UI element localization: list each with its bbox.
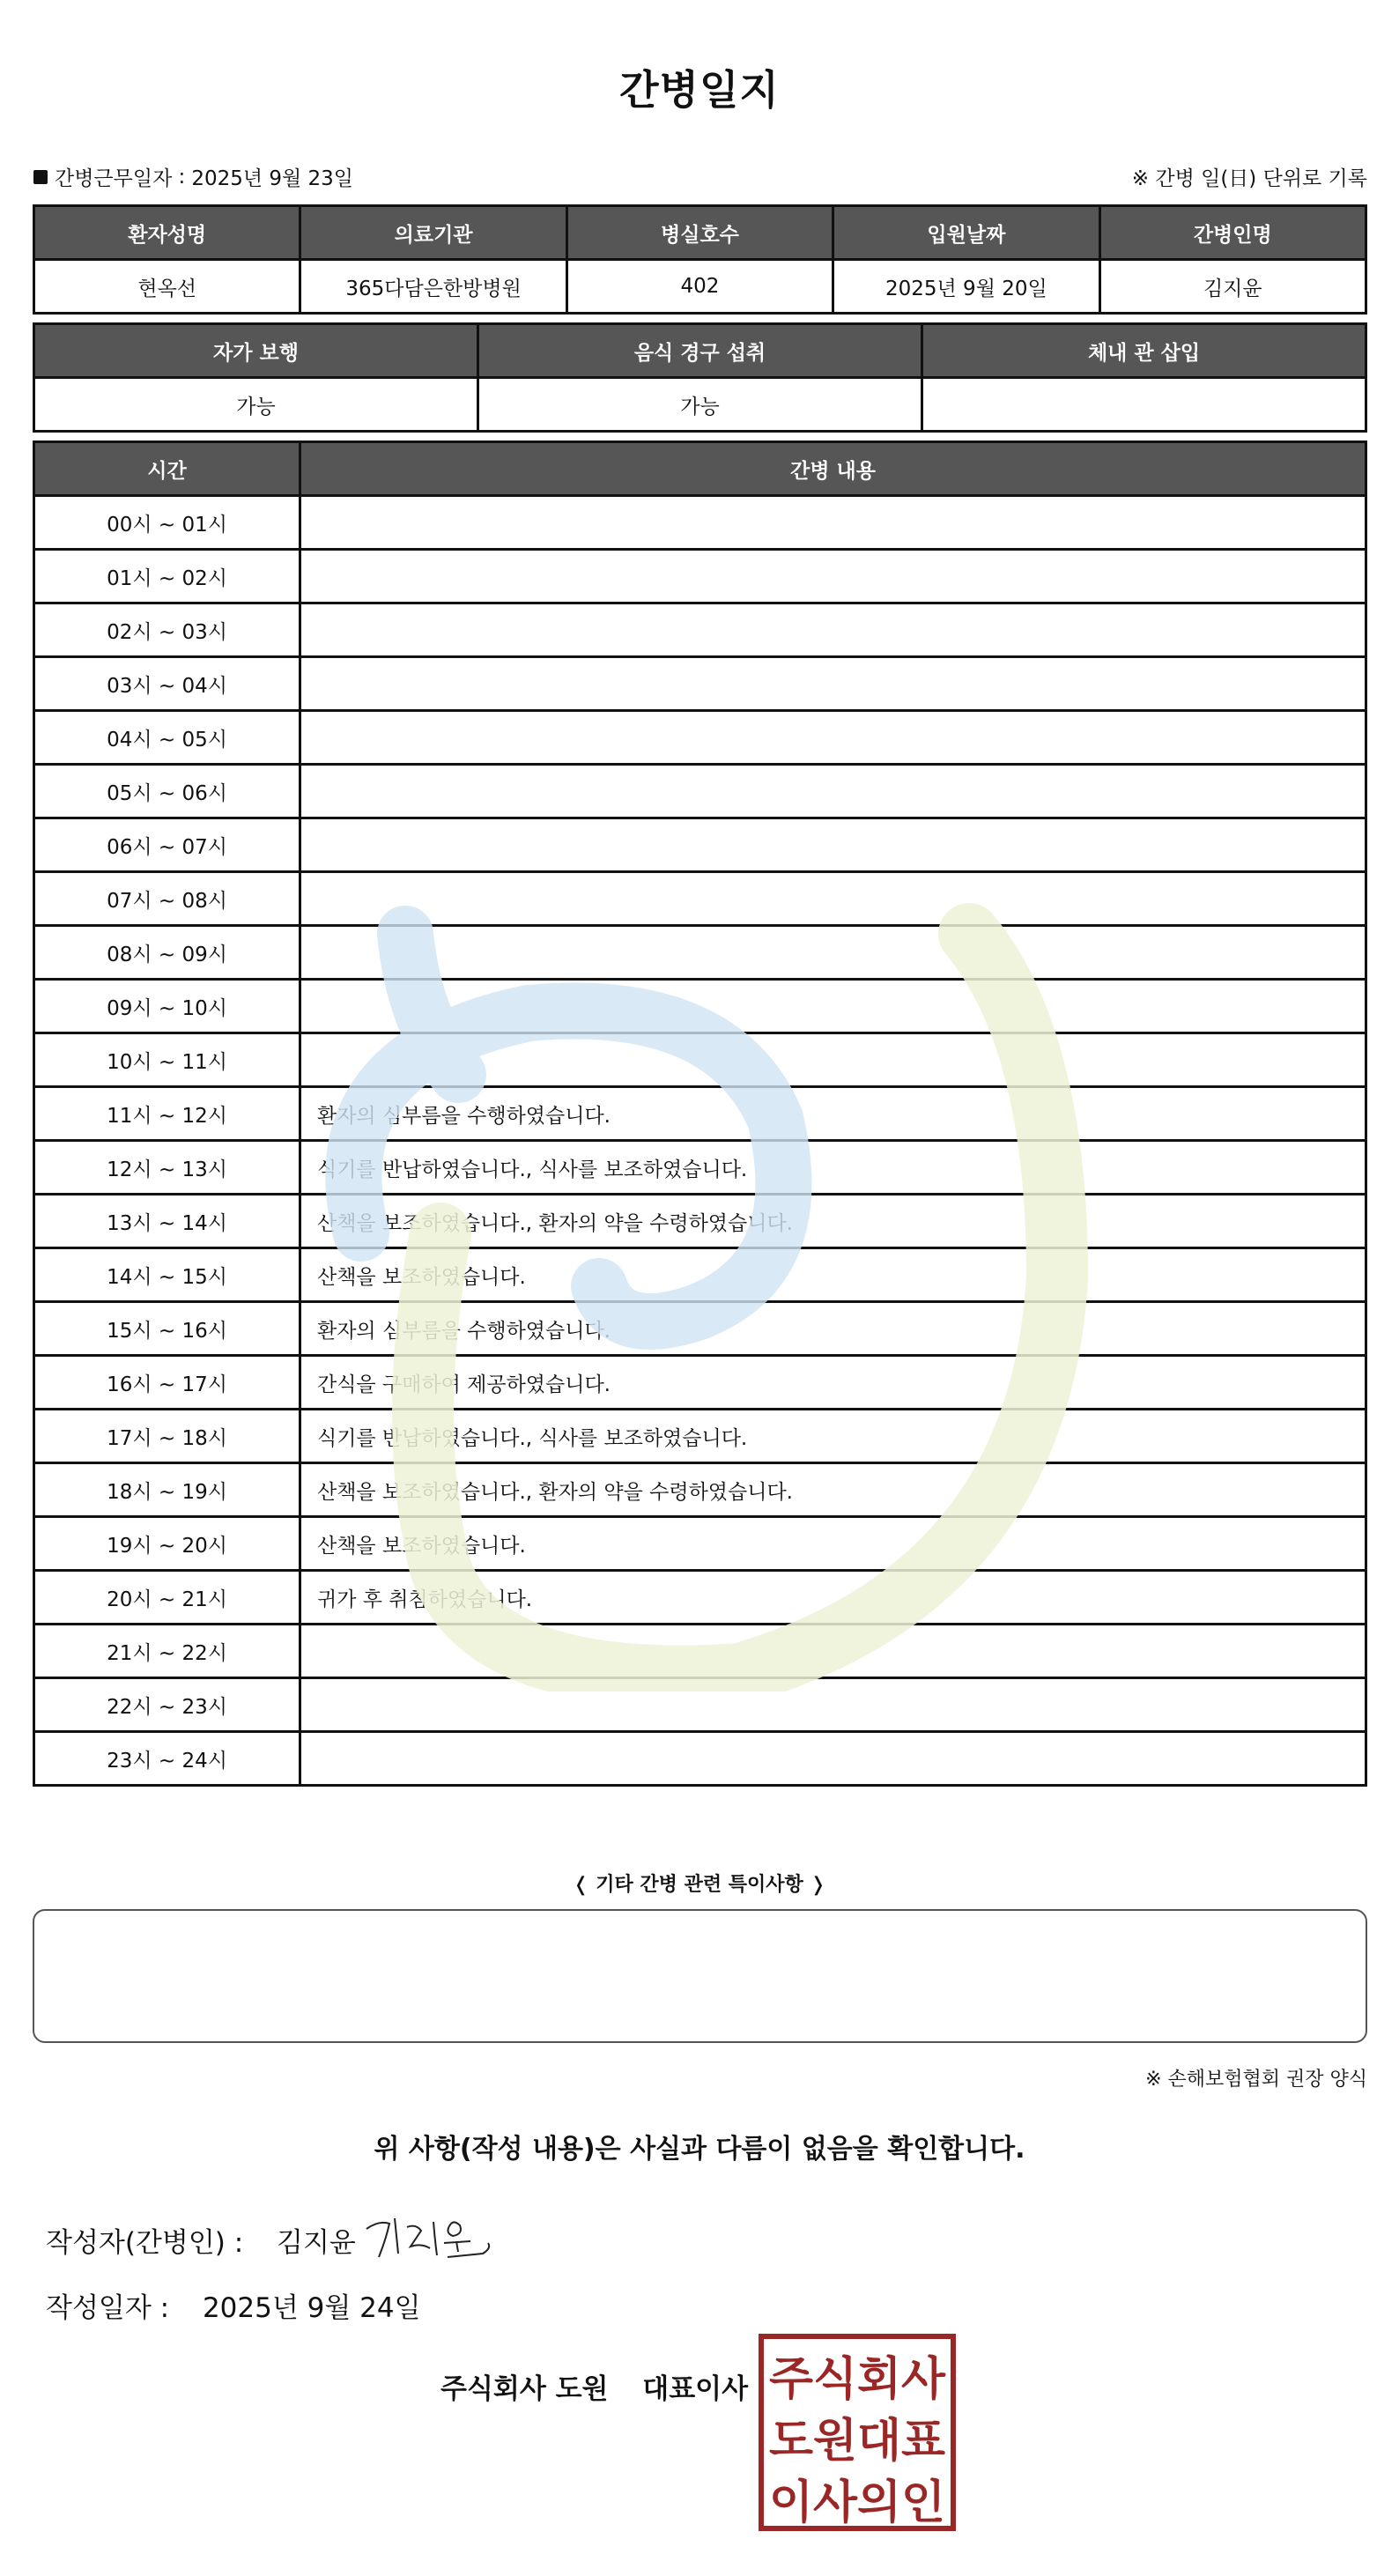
header-caregiver-name: 간병인명	[1099, 206, 1366, 260]
log-row	[34, 1463, 1366, 1517]
self-walking-value: 가능	[34, 378, 478, 432]
log-content	[300, 980, 1366, 1033]
header-room-number: 병실호수	[566, 206, 833, 260]
log-time: 11시 ~ 12시	[34, 1087, 300, 1141]
log-row	[34, 657, 1366, 711]
log-content: 산책을 보조하였습니다., 환자의 약을 수령하였습니다.	[300, 1195, 1366, 1248]
company-representative: 대표이사	[642, 2373, 749, 2405]
company-seal-stamp	[758, 2333, 957, 2532]
log-time: 07시 ~ 08시	[34, 872, 300, 926]
care-log-table	[33, 440, 1367, 1787]
log-time: 19시 ~ 20시	[34, 1517, 300, 1571]
log-content	[300, 657, 1366, 711]
log-row	[34, 765, 1366, 818]
log-content: 귀가 후 취침하였습니다.	[300, 1571, 1366, 1625]
log-header-row	[34, 442, 1366, 496]
log-body	[34, 496, 1366, 1786]
log-row	[34, 711, 1366, 765]
written-date-label: 작성일자 :	[46, 2292, 170, 2324]
log-content: 환자의 심부름을 수행하였습니다.	[300, 1302, 1366, 1356]
caregiver-name: 김지윤	[1099, 260, 1366, 314]
header-admission-date: 입원날짜	[833, 206, 1099, 260]
written-date-value: 2025년 9월 24일	[202, 2292, 421, 2324]
log-time: 00시 ~ 01시	[34, 496, 300, 550]
confirmation-statement: 위 사항(작성 내용)은 사실과 다름이 없음을 확인합니다.	[374, 2134, 1025, 2165]
log-row	[34, 1302, 1366, 1356]
log-time: 12시 ~ 13시	[34, 1141, 300, 1195]
log-time: 17시 ~ 18시	[34, 1410, 300, 1463]
writer-line	[46, 2220, 356, 2260]
log-content: 산책을 보조하였습니다., 환자의 약을 수령하였습니다.	[300, 1463, 1366, 1517]
room-number: 402	[566, 260, 833, 314]
tube-insertion-value	[922, 378, 1366, 432]
seal-line-1: 주식회사	[769, 2353, 946, 2406]
log-time: 04시 ~ 05시	[34, 711, 300, 765]
log-content	[300, 1678, 1366, 1732]
log-row	[34, 1571, 1366, 1625]
log-row	[34, 1195, 1366, 1248]
log-row	[34, 818, 1366, 872]
log-time: 06시 ~ 07시	[34, 818, 300, 872]
log-time: 02시 ~ 03시	[34, 603, 300, 657]
log-time: 05시 ~ 06시	[34, 765, 300, 818]
log-content	[300, 1033, 1366, 1087]
log-row	[34, 1732, 1366, 1786]
log-time: 09시 ~ 10시	[34, 980, 300, 1033]
log-content: 식기를 반납하였습니다., 식사를 보조하였습니다.	[300, 1141, 1366, 1195]
writer-label: 작성자(간병인) :	[46, 2227, 244, 2259]
header-time: 시간	[34, 442, 300, 496]
log-time: 10시 ~ 11시	[34, 1033, 300, 1087]
company-line	[440, 2366, 748, 2406]
log-time: 08시 ~ 09시	[34, 926, 300, 980]
log-content: 환자의 심부름을 수행하였습니다.	[300, 1087, 1366, 1141]
log-content	[300, 1625, 1366, 1678]
ability-value-row	[34, 378, 1366, 432]
admission-date: 2025년 9월 20일	[833, 260, 1099, 314]
writer-name: 김지윤	[277, 2227, 356, 2259]
log-row	[34, 872, 1366, 926]
log-content: 산책을 보조하였습니다.	[300, 1248, 1366, 1302]
log-content: 산책을 보조하였습니다.	[300, 1517, 1366, 1571]
notes-box	[33, 1909, 1367, 2043]
header-hospital: 의료기관	[300, 206, 566, 260]
patient-info-table	[33, 204, 1367, 315]
log-content	[300, 603, 1366, 657]
form-footnote: ※ 손해보험협회 권장 양식	[1145, 2069, 1367, 2091]
log-row	[34, 1410, 1366, 1463]
seal-line-3: 이사의인	[769, 2476, 945, 2529]
log-row	[34, 980, 1366, 1033]
header-tube-insertion: 체내 관 삽입	[922, 324, 1366, 378]
log-time: 21시 ~ 22시	[34, 1625, 300, 1678]
work-date-line	[33, 162, 353, 191]
log-content	[300, 711, 1366, 765]
header-self-walking: 자가 보행	[34, 324, 478, 378]
hospital-name: 365다담은한방병원	[300, 260, 566, 314]
log-time: 23시 ~ 24시	[34, 1732, 300, 1786]
log-time: 22시 ~ 23시	[34, 1678, 300, 1732]
log-time: 18시 ~ 19시	[34, 1463, 300, 1517]
square-bullet-icon	[33, 170, 48, 184]
log-row	[34, 496, 1366, 550]
log-time: 20시 ~ 21시	[34, 1571, 300, 1625]
ability-header-row	[34, 324, 1366, 378]
log-content: 식기를 반납하였습니다., 식사를 보조하였습니다.	[300, 1410, 1366, 1463]
log-row	[34, 1678, 1366, 1732]
log-content	[300, 926, 1366, 980]
work-date-value: 2025년 9월 23일	[191, 167, 354, 190]
notes-title: ❬ 기타 간병 관련 특이사항 ❭	[573, 1874, 826, 1896]
log-content	[300, 872, 1366, 926]
log-content	[300, 1732, 1366, 1786]
log-row	[34, 1356, 1366, 1410]
patient-name: 현옥선	[34, 260, 300, 314]
company-name: 주식회사 도원	[440, 2373, 609, 2405]
oral-intake-value: 가능	[478, 378, 922, 432]
log-row	[34, 926, 1366, 980]
log-row	[34, 1625, 1366, 1678]
log-content	[300, 765, 1366, 818]
log-row	[34, 1248, 1366, 1302]
work-date-label: 간병근무일자	[55, 167, 173, 190]
page-title: 간병일지	[619, 66, 780, 114]
work-date-colon: :	[178, 165, 186, 189]
log-time: 01시 ~ 02시	[34, 550, 300, 603]
log-row	[34, 550, 1366, 603]
log-row	[34, 1517, 1366, 1571]
header-patient-name: 환자성명	[34, 206, 300, 260]
header-oral-intake: 음식 경구 섭취	[478, 324, 922, 378]
log-time: 16시 ~ 17시	[34, 1356, 300, 1410]
log-content: 간식을 구매하여 제공하였습니다.	[300, 1356, 1366, 1410]
header-care-content: 간병 내용	[300, 442, 1366, 496]
log-time: 03시 ~ 04시	[34, 657, 300, 711]
log-content	[300, 818, 1366, 872]
info-header-row	[34, 206, 1366, 260]
record-note: ※ 간병 일(日) 단위로 기록	[1131, 167, 1367, 190]
log-row	[34, 1087, 1366, 1141]
log-time: 15시 ~ 16시	[34, 1302, 300, 1356]
log-row	[34, 603, 1366, 657]
log-time: 13시 ~ 14시	[34, 1195, 300, 1248]
log-content	[300, 550, 1366, 603]
patient-ability-table	[33, 322, 1367, 433]
written-date-line	[46, 2285, 421, 2325]
handwritten-signature	[359, 2204, 518, 2266]
log-row	[34, 1141, 1366, 1195]
log-row	[34, 1033, 1366, 1087]
log-time: 14시 ~ 15시	[34, 1248, 300, 1302]
info-value-row	[34, 260, 1366, 314]
seal-line-2: 도원대표	[769, 2415, 945, 2468]
log-content	[300, 496, 1366, 550]
